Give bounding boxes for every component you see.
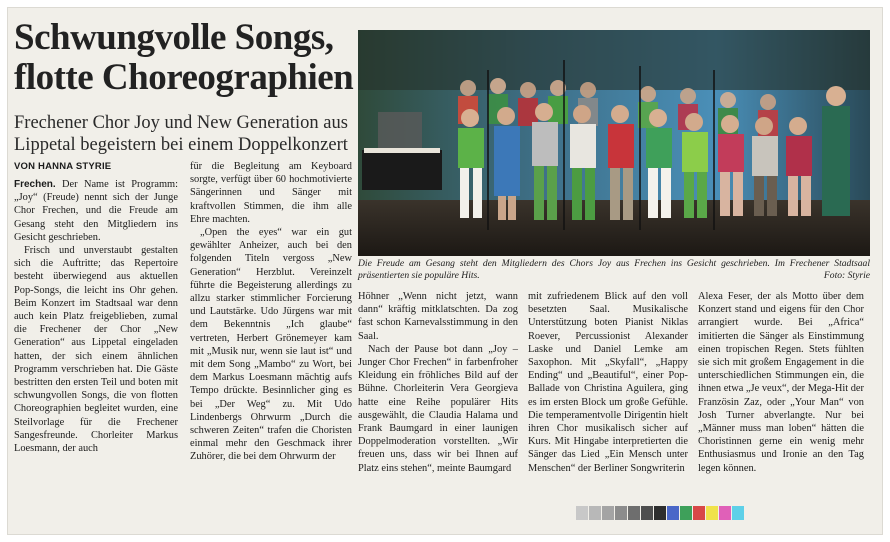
article-byline: VON HANNA STYRIE [14,161,112,172]
article-column-3 [358,290,518,513]
column-2-paragraph-1: für die Begleitung am Keyboard sorgte, verfügt über 60 hochmotivierte Sängerinnen und Sänger mit kraftvollen Stimmen, die ihm alle Ehre machten. [190,161,352,225]
column-3-paragraph-2: Nach der Pause bot dann „Joy – Junger Chor Frechen“ in farbenfroher Kleidung ein fröhliches Bild auf der Bühne. Chorleiterin Vera Georgieva hatte eine Reihe populärer Hits ausgewählt, die Claudia Halama und Frank Baumgard in einer launigen Doppelmoderation vorstellten. „Wir freuen uns, dass wir bei Ihnen auf Platz eins stehen“, meinte Baumgard [358,343,518,474]
newspaper-page [8,8,882,534]
color-swatch [576,506,588,520]
article-column-5 [698,290,864,502]
color-swatch [641,506,653,520]
piano-shape [362,150,442,190]
column-4-paragraph-1: mit zufriedenem Blick auf den voll besetzten Saal. Musikalische Unterstützung boten Pianist Niklas Roever, Percussionist Alexander Laske und Daniel Lemke am Saxophon. Mit „Skyfall“, „Happy Ending“ und „Beautiful“, einer Pop-Ballade von Christina Aguilera, ging es im ersten Block um große Gefühle. Die temperamentvolle Dirigentin hielt ihren Chor musikalisch sicher auf Kurs. Mit Hingabe interpretierten die Sänger das Lied „Ein Mensch unter Menschen“ der Berliner Songwriterin [528,291,688,474]
lead-place: Frechen. [14,179,56,190]
color-swatch [615,506,627,520]
column-1-paragraph-1 [14,178,178,244]
color-swatch [732,506,744,520]
article-headline [14,18,354,98]
color-swatch [602,506,614,520]
color-swatch [589,506,601,520]
column-2-paragraph-2: „Open the eyes“ war ein gut gewählter Anheizer, auch bei den folgenden Titeln vergoss „New Generation“ Herzblut. Vereinzelt führte die Begeisterung allerdings zu allzu starker stimmlicher Forcierung und Lautstärke. Udo Jürgens war mit dem Bekenntnis „Ich glaube“ vertreten, Herbert Grönemeyer kam mit „Musik nur, wenn sie laut ist“ und mit dem Song „Mambo“ zu Wort, bei dem Markus Loesmann mächtig aufs Tempo drückte. Besinnlicher ging es bei „Der Weg“ zu. Mit Udo Lindenbergs Ohrwurm „Durch die schweren Zeiten“ trafen die Choristen einmal mehr den Geschmack ihrer Zuhörer, die bei dem Ohrwurm der [190,227,352,463]
choir-photo-illustration [358,30,870,256]
column-1-paragraph-2: Frisch und unverstaubt gestalten sich die Auftritte; das Repertoire besteht überwiegend aus aktuellen Pop-Songs, die leicht ins Ohr gehen. Beim Konzert im Stadtsaal war denn auch kein Platz freigeblieben, zumal die Frechener der Chor „New Generation“ aus Lippetal eingeladen hatten, der sich einem ähnlichen Programm verschrieben hat. Die Gäste bestritten den ersten Teil und boten mit schwungvollen Songs, die von flotten Choreographien begleitet wurden, eine Steilvorlage für die Frechener Sangesfreunde. Chorleiter Markus Loesmann, der auch [14,245,178,455]
photo-caption [358,258,870,282]
column-3-paragraph-1: Höhner „Wenn nicht jetzt, wann dann“ kräftig mitklatschten. Da zog fast schon Karnevalsstimmung in den Saal. [358,291,518,342]
caption-text: Die Freude am Gesang steht den Mitgliedern des Chors Joy aus Frechen ins Gesicht geschrieben. Im Frechener Stadtsaal präsentierten sie populäre Hits. [358,258,870,281]
color-swatch [628,506,640,520]
photo-credit: Foto: Styrie [823,270,870,281]
color-swatch [667,506,679,520]
headline-line-2: flotte Choreographien [14,57,354,98]
color-swatch [654,506,666,520]
conductor-shape [822,106,850,216]
print-color-strip [576,506,745,520]
color-swatch [693,506,705,520]
article-subhead: Frechener Chor Joy und New Generation aus Lippetal begeistern bei einem Doppelkonzert [14,113,348,155]
column-5-paragraph-1: Alexa Feser, der als Motto über dem Konzert stand und eigens für den Chor arrangiert wurde. Bei „Africa“ imitierten die Sänger als Einstimmung einen tropischen Regen. Stets fühlten sie sich mit großem Engagement in die unterschiedlichen Stimmungen ein, die ihnen etwa „Je veux“, der Mega-Hit der Französin Zaz, oder „Your Man“ von Josh Turner abverlangte. Nur bei „Männer muss man loben“ hätten die Choristinnen gerne ein wenig mehr Enthusiasmus und Ironie an den Tag legen können. [698,291,864,474]
headline-line-1: Schwungvolle Songs, [14,17,334,58]
color-swatch [719,506,731,520]
choir-photo [358,30,870,256]
color-swatch [706,506,718,520]
lead-text: Der Name ist Programm: „Joy“ (Freude) nennt sich der Junge Chor Frechen, und die Freude am Gesang steht den Mitgliedern ins Gesicht geschrieben. [14,179,178,243]
color-swatch [680,506,692,520]
article-column-1 [14,178,178,513]
article-column-4 [528,290,688,513]
article-column-2 [190,160,352,513]
